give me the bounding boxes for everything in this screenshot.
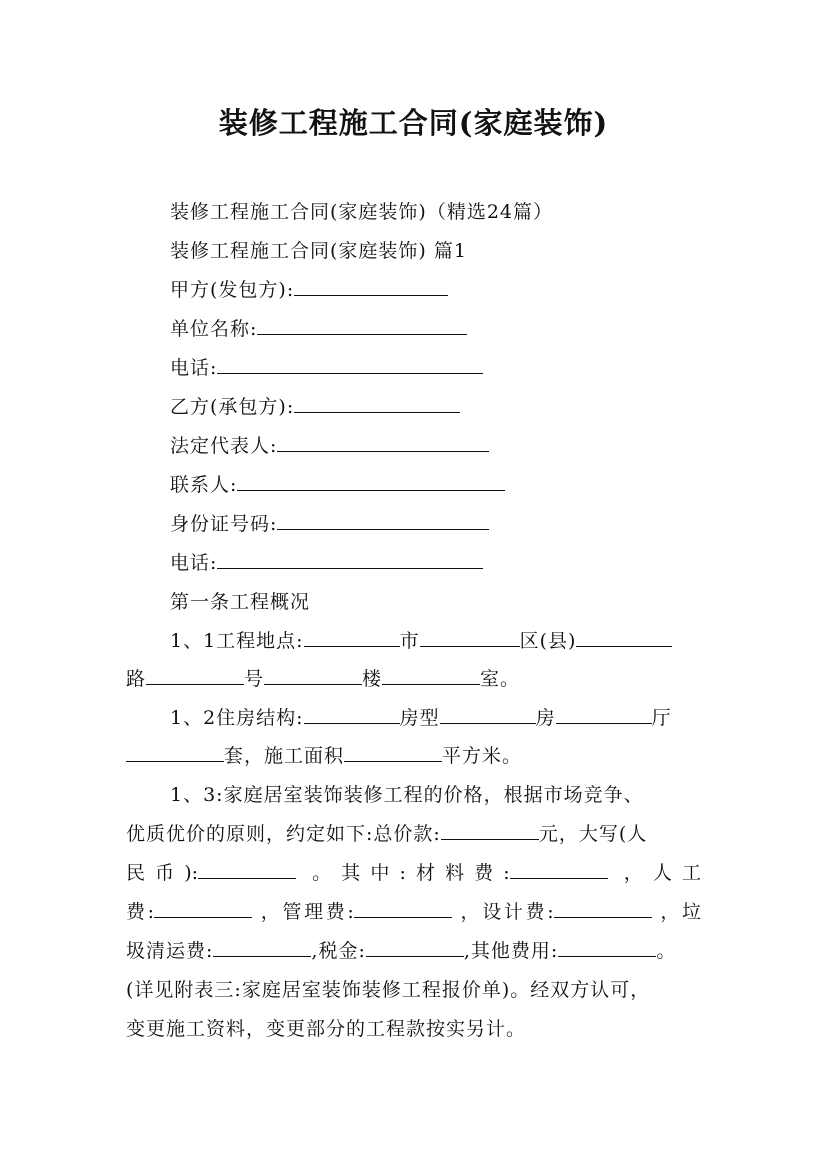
labor-fee-label: 费: [126,901,155,923]
article-1-heading: 第一条工程概况 [170,591,311,613]
item-1-1-label: 1、1工程地点: [170,630,304,652]
garbage-label-start: ，垃 [660,901,701,923]
contact-label: 联系人: [170,474,238,496]
legal-rep-field [170,433,489,459]
document-title: 装修工程施工合同(家庭装饰) [218,106,609,140]
item-1-3-line-7: 变更施工资料，变更部分的工程款按实另计。 [126,1018,527,1040]
unit-name-field [170,316,467,342]
party-b-field [170,394,460,420]
legal-rep-label: 法定代表人: [170,435,278,457]
halls-label: 厅 [651,707,672,729]
number-blank [264,666,362,685]
rmb-blank [198,860,296,879]
type-label: 房型 [399,707,440,729]
party-a-label: 甲方(发包方): [170,279,295,301]
unit-name-label: 单位名称: [170,318,258,340]
management-fee-blank [354,899,452,918]
phone-a-blank [217,355,483,374]
area-blank [344,743,442,762]
structure-blank [304,705,400,724]
number-label: 号 [244,668,265,690]
contact-blank [237,472,505,491]
id-number-label: 身份证号码: [170,513,278,535]
other-fee-label: ,其他费用: [463,940,559,962]
halls-blank [126,743,224,762]
sqm-label: 平方米。 [442,745,523,767]
garbage-fee-blank [213,938,311,957]
labor-fee-blank [154,899,252,918]
district-label: 区(县) [519,630,577,652]
item-1-3-line-1: 1、3:家庭居室装饰装修工程的价格，根据市场竞争、 [170,784,644,806]
phone-b-blank [217,550,483,569]
district-blank [420,628,520,647]
item-1-2-line-1 [170,705,672,731]
item-1-3-line-4 [126,899,701,925]
material-fee-blank [510,860,608,879]
building-label: 楼 [362,668,383,690]
item-1-3-line-3 [126,860,701,886]
road-blank [146,666,244,685]
item-1-3-line-6: (详见附表三:家庭居室装饰装修工程报价单)。经双方认可， [126,979,651,1001]
unit-name-blank [257,316,467,335]
item-1-2-label: 1、2住房结构: [170,707,304,729]
legal-rep-blank [277,433,489,452]
phone-b-field [170,550,483,576]
phone-a-field [170,355,483,381]
id-number-field [170,511,489,537]
item-1-1-line-2 [126,666,520,692]
rmb-label: 民币): [126,862,199,884]
garbage-fee-label: 圾清运费: [126,940,214,962]
id-number-blank [277,511,489,530]
city-label: 市 [399,630,420,652]
item-1-1-line-1 [170,628,672,654]
labor-label: ，人工 [623,862,701,884]
tax-blank [366,938,464,957]
section-heading: 装修工程施工合同(家庭装饰) 篇1 [170,240,467,262]
item-1-2-line-2 [126,743,522,769]
capital-amount-label: 元，大写(人 [538,823,648,845]
total-price-label: 优质优价的原则，约定如下:总价款: [126,823,441,845]
total-price-blank [441,821,539,840]
contact-field [170,472,505,498]
district-value-blank [576,628,672,647]
party-a-field [170,277,448,303]
management-fee-label: ，管理费: [260,901,354,923]
material-fee-label: 。其中:材料费: [312,862,510,884]
building-blank [382,666,480,685]
tax-label: ,税金: [311,940,366,962]
party-b-label: 乙方(承包方): [170,396,295,418]
design-fee-label: ，设计费: [460,901,554,923]
party-a-blank [294,277,448,296]
type-blank [440,705,536,724]
item-1-3-line-5 [126,938,676,964]
phone-b-label: 电话: [170,552,218,574]
document-subtitle: 装修工程施工合同(家庭装饰)（精选24篇） [170,201,554,223]
rooms-label: 房 [535,707,556,729]
other-fee-blank [558,938,656,957]
room-label: 室。 [480,668,521,690]
design-fee-blank [554,899,652,918]
phone-a-label: 电话: [170,357,218,379]
period-mark: 。 [656,940,677,962]
set-label: 套，施工面积 [224,745,345,767]
party-b-blank [294,394,460,413]
road-label: 路 [126,668,147,690]
rooms-blank [556,705,652,724]
city-blank [304,628,400,647]
item-1-3-line-2 [126,821,647,847]
